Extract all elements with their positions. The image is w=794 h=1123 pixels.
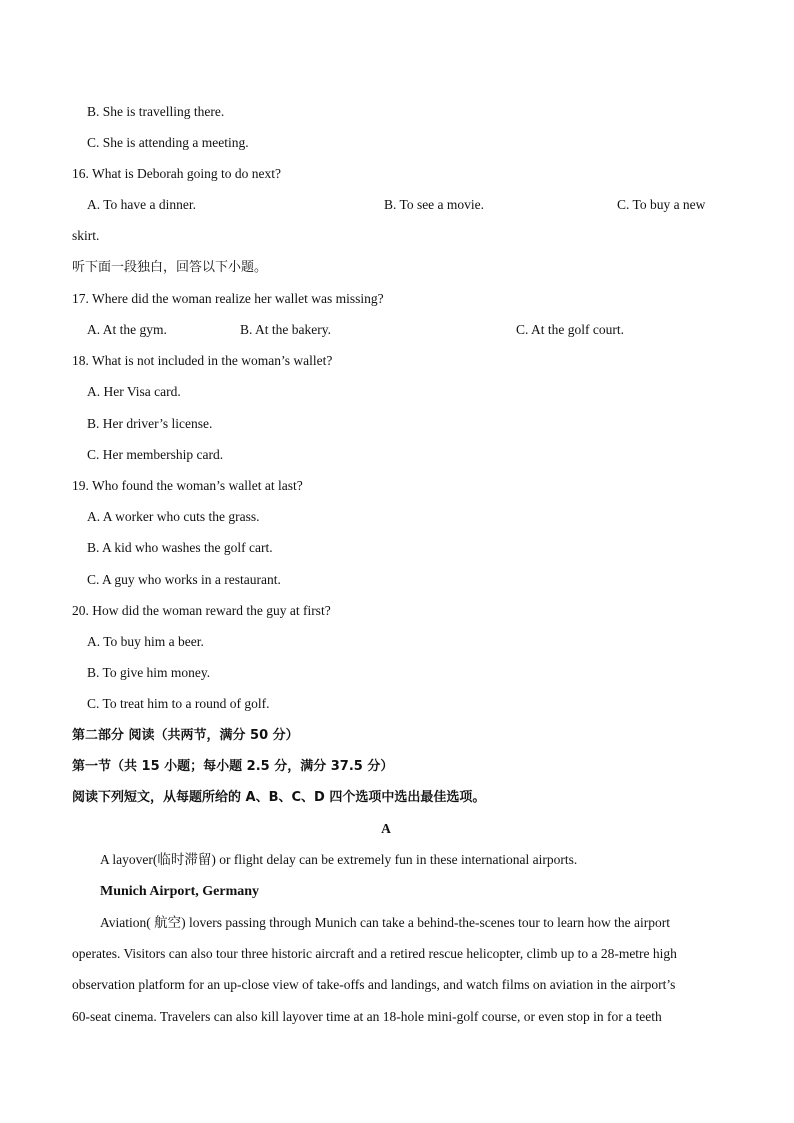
q18-option-b: B. Her driver’s license. <box>87 416 213 431</box>
q19-option-c: C. A guy who works in a restaurant. <box>87 572 281 587</box>
passage-line-3: observation platform for an up-close view of take-offs and landings, and watch films on aviation in the airport’s <box>72 977 676 992</box>
q17-option-a: A. At the gym. <box>87 322 167 337</box>
passage-intro: A layover(临时滞留) or flight delay can be extremely fun in these international airports. <box>100 852 578 867</box>
q16-option-c-wrap: skirt. <box>72 228 100 243</box>
q15-option-c: C. She is attending a meeting. <box>87 135 249 150</box>
q16-option-a: A. To have a dinner. <box>87 197 197 212</box>
monologue-instruction: 听下面一段独白，回答以下小题。 <box>72 260 268 275</box>
q17-question: 17. Where did the woman realize her wallet was missing? <box>72 291 384 306</box>
passage-line-1: Aviation( 航空) lovers passing through Munich can take a behind-the-scenes tour to learn how the airport <box>100 915 670 930</box>
passage-subheading: Munich Airport, Germany <box>100 884 260 899</box>
q18-option-c: C. Her membership card. <box>87 447 224 462</box>
q20-option-a: A. To buy him a beer. <box>87 634 204 649</box>
q20-option-c: C. To treat him to a round of golf. <box>87 696 270 711</box>
q17-option-b: B. At the bakery. <box>240 322 331 337</box>
q18-question: 18. What is not included in the woman’s wallet? <box>72 353 333 368</box>
q19-option-b: B. A kid who washes the golf cart. <box>87 540 273 555</box>
q16-question: 16. What is Deborah going to do next? <box>72 166 281 181</box>
q17-option-c: C. At the golf court. <box>516 322 624 337</box>
q20-option-b: B. To give him money. <box>87 665 211 680</box>
passage-line-4: 60-seat cinema. Travelers can also kill layover time at an 18-hole mini-golf course, or even stop in for a teeth <box>72 1009 662 1024</box>
passage-label: A <box>381 821 391 836</box>
q18-option-a: A. Her Visa card. <box>87 384 181 399</box>
passage-line-2: operates. Visitors can also tour three historic aircraft and a retired rescue helicopter, climb up to a 28-metre high <box>72 946 677 961</box>
part2-section1-title: 第一节（共 15 小题；每小题 2.5 分，满分 37.5 分） <box>72 759 394 774</box>
part2-title: 第二部分 阅读（共两节，满分 50 分） <box>72 728 299 743</box>
q19-option-a: A. A worker who cuts the grass. <box>87 509 260 524</box>
q16-option-b: B. To see a movie. <box>384 197 485 212</box>
part2-instruction: 阅读下列短文，从每题所给的 A、B、C、D 四个选项中选出最佳选项。 <box>72 790 486 805</box>
q15-option-b: B. She is travelling there. <box>87 104 225 119</box>
q16-option-c: C. To buy a new <box>617 197 706 212</box>
q20-question: 20. How did the woman reward the guy at first? <box>72 603 331 618</box>
q19-question: 19. Who found the woman’s wallet at last? <box>72 478 303 493</box>
